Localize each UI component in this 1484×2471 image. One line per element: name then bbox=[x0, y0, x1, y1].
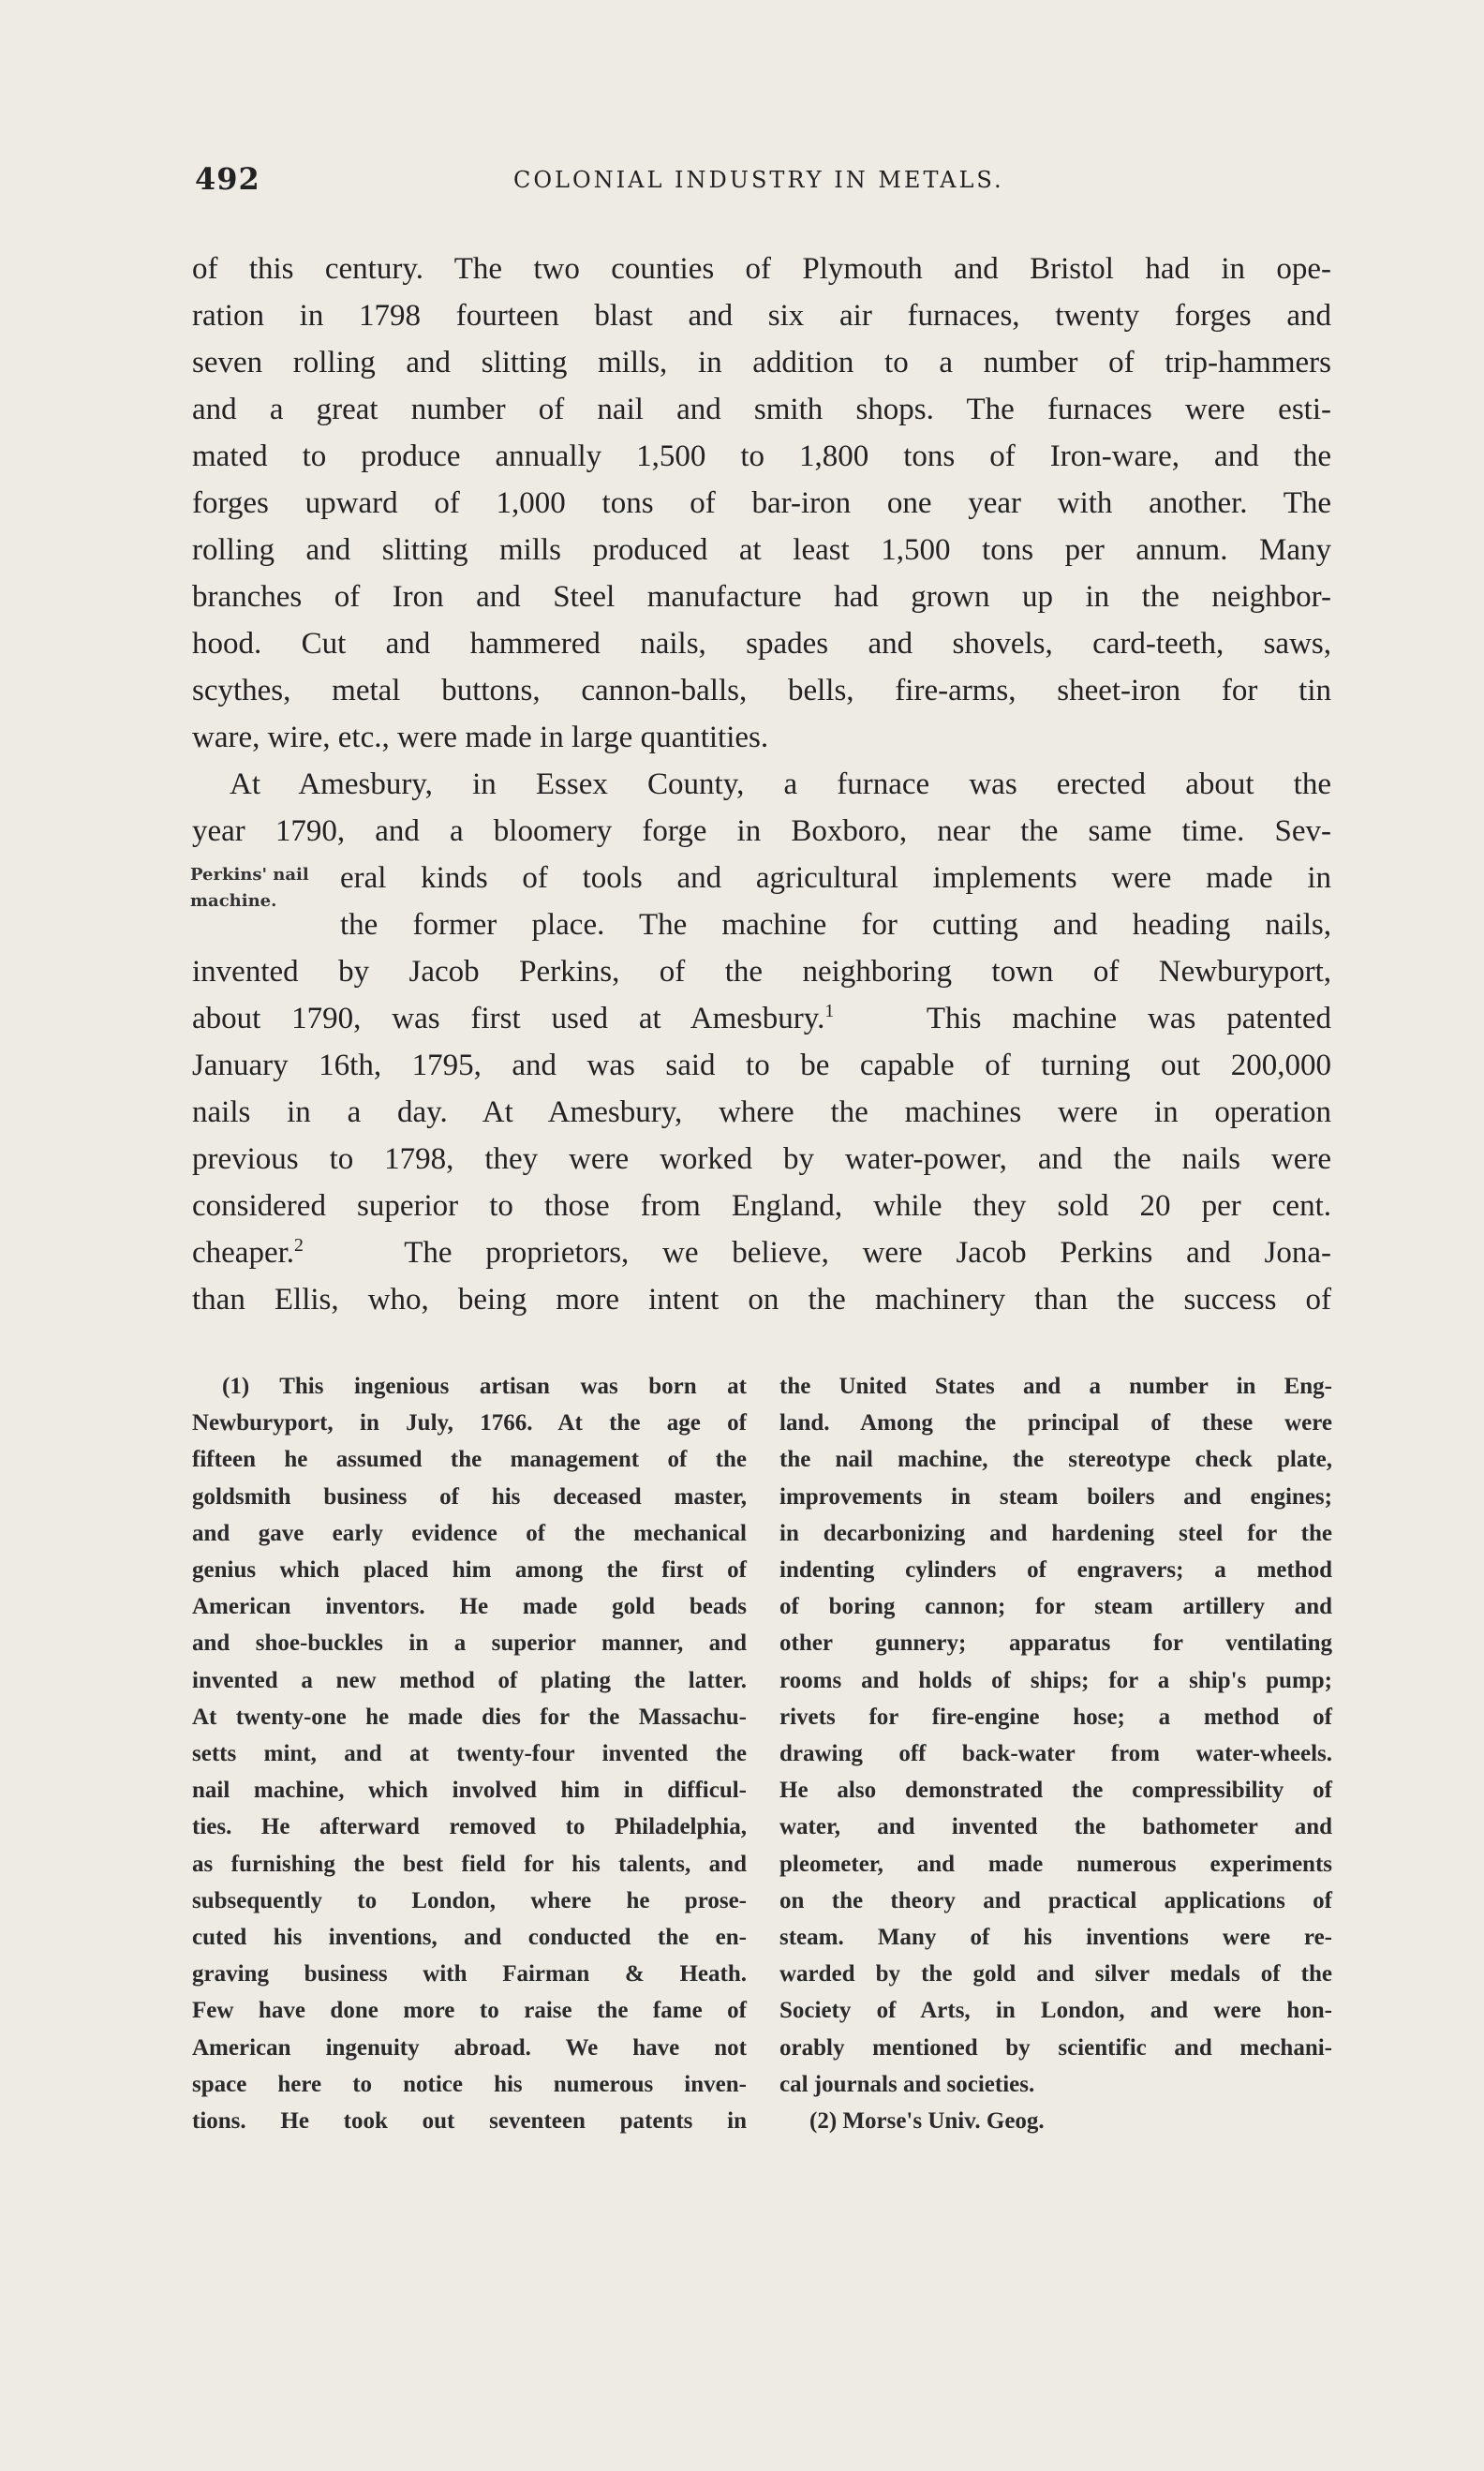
footnote-line: land. Among the principal of these were bbox=[779, 1410, 1332, 1436]
body-line: rolling and slitting mills produced at least 1,500 tons per annum. Many bbox=[192, 533, 1331, 567]
body-line: mated to produce annually 1,500 to 1,800 tons of Iron-ware, and the bbox=[192, 439, 1331, 473]
body-line: previous to 1798, they were worked by water-power, and the nails were bbox=[192, 1142, 1331, 1176]
body-line-part: This machine was patented bbox=[926, 1002, 1331, 1035]
footnote-ref: 1 bbox=[824, 1001, 835, 1021]
body-line: eral kinds of tools and agricultural implements were made in bbox=[340, 861, 1331, 895]
body-line: ware, wire, etc., were made in large quantities. bbox=[192, 721, 769, 754]
margin-note bbox=[190, 862, 340, 915]
footnote-line: He also demonstrated the compressibility of bbox=[779, 1778, 1332, 1804]
page-header bbox=[195, 161, 1330, 204]
footnote-line: At twenty-one he made dies for the Massachu- bbox=[192, 1704, 747, 1730]
footnote-line: American ingenuity abroad. We have not bbox=[192, 2034, 747, 2061]
footnote-line: goldsmith business of his deceased master, bbox=[192, 1483, 747, 1510]
footnote-line: American inventors. He made gold beads bbox=[192, 1594, 747, 1620]
footnote-line: Newburyport, in July, 1766. At the age of bbox=[192, 1410, 747, 1436]
footnote-line: nail machine, which involved him in difficul- bbox=[192, 1778, 747, 1804]
body-line: and a great number of nail and smith shops. The furnaces were esti- bbox=[192, 393, 1331, 426]
body-line-with-note bbox=[192, 995, 1331, 1042]
body-line: January 16th, 1795, and was said to be capable of turning out 200,000 bbox=[192, 1049, 1331, 1082]
footnote-line: on the theory and practical applications of bbox=[779, 1887, 1332, 1913]
body-text bbox=[192, 246, 1331, 1323]
footnote-line: steam. Many of his inventions were re- bbox=[779, 1925, 1332, 1951]
footnote-line: the United States and a number in Eng- bbox=[779, 1374, 1332, 1399]
footnote-line: water, and invented the bathometer and bbox=[779, 1814, 1332, 1840]
footnote-column-right bbox=[779, 1368, 1332, 2139]
footnote-line: cuted his inventions, and conducted the en- bbox=[192, 1925, 747, 1951]
footnote-line: graving business with Fairman & Heath. bbox=[192, 1961, 747, 1987]
body-line-with-note bbox=[192, 1229, 1331, 1276]
body-line: hood. Cut and hammered nails, spades and shovels, card-teeth, saws, bbox=[192, 627, 1331, 661]
footnote-line: and gave early evidence of the mechanical bbox=[192, 1520, 747, 1546]
footnote-line: pleometer, and made numerous experiments bbox=[779, 1851, 1332, 1877]
body-line-part: cheaper. bbox=[192, 1236, 295, 1270]
body-line: seven rolling and slitting mills, in addition to a number of trip-hammers bbox=[192, 346, 1331, 380]
footnote-line: subsequently to London, where he prose- bbox=[192, 1887, 747, 1913]
footnote-ref: 2 bbox=[294, 1235, 304, 1256]
footnote-line: cal journals and societies. bbox=[779, 2071, 1035, 2097]
body-line: considered superior to those from England, while they sold 20 per cent. bbox=[192, 1189, 1331, 1223]
footnote-line: in decarbonizing and hardening steel for the bbox=[779, 1520, 1332, 1546]
body-line: of this century. The two counties of Plymouth and Bristol had in ope- bbox=[192, 252, 1331, 286]
footnote-line: warded by the gold and silver medals of the bbox=[779, 1961, 1332, 1987]
body-line: than Ellis, who, being more intent on the machinery than the success of bbox=[192, 1283, 1331, 1317]
footnote-column-left bbox=[192, 1368, 747, 2139]
body-line: invented by Jacob Perkins, of the neighboring town of Newburyport, bbox=[192, 955, 1331, 989]
body-line: ration in 1798 fourteen blast and six air furnaces, twenty forges and bbox=[192, 299, 1331, 333]
footnote-line: tions. He took out seventeen patents in bbox=[192, 2108, 747, 2135]
footnote-line: rivets for fire-engine hose; a method of bbox=[779, 1704, 1332, 1730]
page-number: 492 bbox=[195, 161, 260, 197]
body-line: year 1790, and a bloomery forge in Boxboro, near the same time. Sev- bbox=[192, 814, 1331, 848]
footnote-line: Few have done more to raise the fame of bbox=[192, 1998, 747, 2024]
body-line: the former place. The machine for cutting and heading nails, bbox=[340, 908, 1331, 942]
body-line: forges upward of 1,000 tons of bar-iron one year with another. The bbox=[192, 486, 1331, 520]
footnote-line: ties. He afterward removed to Philadelphia, bbox=[192, 1814, 747, 1840]
footnote-line: improvements in steam boilers and engines; bbox=[779, 1483, 1332, 1510]
running-head: COLONIAL INDUSTRY IN METALS. bbox=[513, 167, 1004, 193]
footnote-line: other gunnery; apparatus for ventilating bbox=[779, 1630, 1332, 1657]
footnote-line: genius which placed him among the first of bbox=[192, 1557, 747, 1584]
margin-note-line: machine. bbox=[190, 891, 277, 911]
footnote-line: fifteen he assumed the management of the bbox=[192, 1447, 747, 1473]
footnote-line: drawing off back-water from water-wheels. bbox=[779, 1741, 1332, 1767]
body-line: scythes, metal buttons, cannon-balls, bells, fire-arms, sheet-iron for tin bbox=[192, 674, 1331, 707]
footnote-line: rooms and holds of ships; for a ship's pump; bbox=[779, 1667, 1332, 1693]
footnote-line: orably mentioned by scientific and mechani- bbox=[779, 2034, 1332, 2061]
footnote-line: setts mint, and at twenty-four invented the bbox=[192, 1741, 747, 1767]
footnote-line: the nail machine, the stereotype check plate, bbox=[779, 1447, 1332, 1473]
footnote-line: and shoe-buckles in a superior manner, and bbox=[192, 1630, 747, 1657]
footnote-line: as furnishing the best field for his talents, and bbox=[192, 1851, 747, 1877]
footnote-line: Society of Arts, in London, and were hon- bbox=[779, 1998, 1332, 2024]
body-line: nails in a day. At Amesbury, where the machines were in operation bbox=[192, 1095, 1331, 1129]
footnote-line: invented a new method of plating the latter. bbox=[192, 1667, 747, 1693]
body-line-part: about 1790, was first used at Amesbury. bbox=[192, 1002, 825, 1035]
margin-note-line: Perkins' nail bbox=[190, 865, 309, 885]
footnote-line: indenting cylinders of engravers; a method bbox=[779, 1557, 1332, 1584]
footnote-line: of boring cannon; for steam artillery and bbox=[779, 1594, 1332, 1620]
footnote-line: (2) Morse's Univ. Geog. bbox=[809, 2108, 1045, 2135]
footnote-line: space here to notice his numerous inven- bbox=[192, 2071, 747, 2097]
body-line: At Amesbury, in Essex County, a furnace was erected about the bbox=[230, 767, 1331, 801]
footnote-line: (1) This ingenious artisan was born at bbox=[222, 1374, 747, 1399]
body-line-part: The proprietors, we believe, were Jacob Perkins and Jona- bbox=[404, 1236, 1331, 1270]
body-line: branches of Iron and Steel manufacture had grown up in the neighbor- bbox=[192, 580, 1331, 614]
